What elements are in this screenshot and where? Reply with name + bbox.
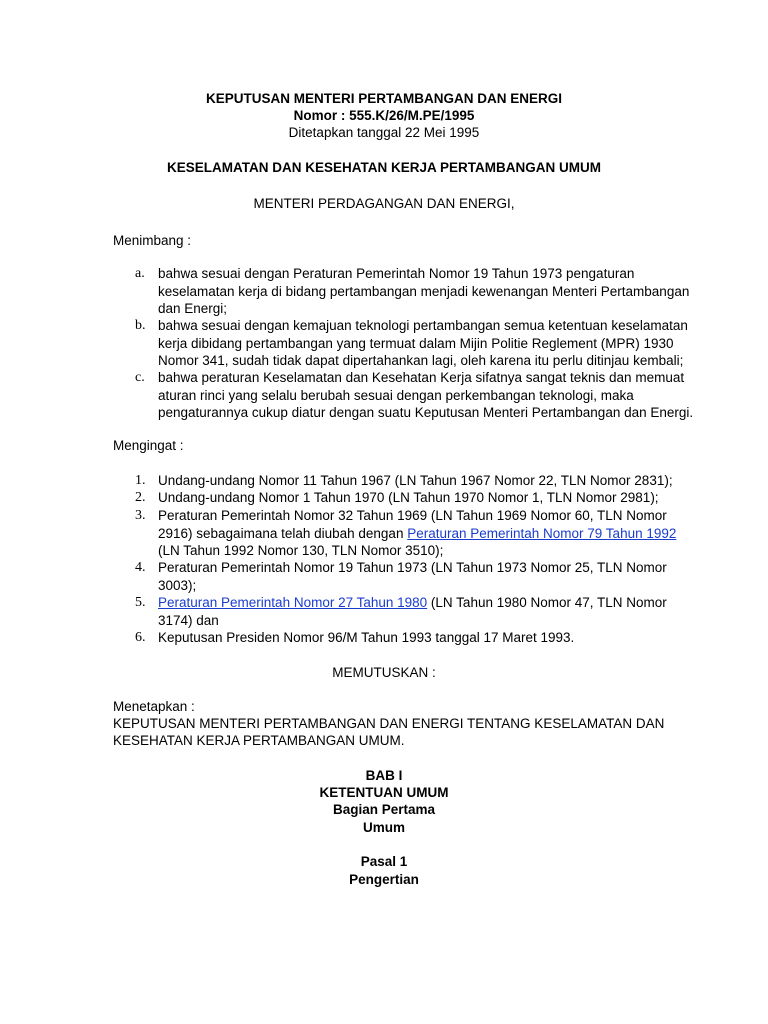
list-marker: 1. [135,473,146,488]
decree-number: Nomor : 555.K/26/M.PE/1995 [293,108,475,123]
item-line: Undang-undang Nomor 1 Tahun 1970 (LN Tahun 1970 Nomor 1, TLN Nomor 2981); [158,490,659,505]
list-marker: 6. [135,630,146,645]
bagian-heading: Bagian Pertama [332,802,436,817]
item-line: 3174) dan [158,612,219,628]
item-line: aturan rinci yang selalu berubah sesuai dengan perkembangan teknologi, maka [158,387,634,403]
item-line: Peraturan Pemerintah Nomor 19 Tahun 1973 (LN Tahun 1973 Nomor 25, TLN Nomor [158,560,667,575]
list-marker: 3. [135,508,146,523]
decree-title: KEPUTUSAN MENTERI PERTAMBANGAN DAN ENERGI [205,91,562,106]
menetapkan-line-1: KEPUTUSAN MENTERI PERTAMBANGAN DAN ENERGI TENTANG KESELAMATAN DAN [113,716,665,731]
item-line: Nomor 341, sudah tidak dapat dipertahankan lagi, oleh karena itu perlu ditinjau kembali; [158,353,684,368]
item-text-fragment: 2916) sebagaimana telah diubah dengan [158,525,408,541]
pp-79-1992-link[interactable]: Peraturan Pemerintah Nomor 79 Tahun 1992 [407,525,677,541]
bab-title: KETENTUAN UMUM [319,785,449,800]
item-line: Undang-undang Nomor 11 Tahun 1967 (LN Tahun 1967 Nomor 22, TLN Nomor 2831); [158,473,673,488]
item-line: (LN Tahun 1992 Nomor 130, TLN Nomor 3510); [158,543,444,558]
menimbang-heading: Menimbang : [113,233,192,248]
item-line: keselamatan kerja di bidang pertambangan menjadi kewenangan Menteri Pertambangan [158,283,690,299]
item-line: bahwa sesuai dengan Peraturan Pemerintah Nomor 19 Tahun 1973 pengaturan [158,266,635,281]
pasal-title: Pengertian [349,872,419,887]
item-text-fragment: (LN Tahun 1980 Nomor 47, TLN Nomor [427,595,667,610]
item-line: bahwa peraturan Keselamatan dan Kesehatan Kerja sifatnya sangat teknis dan memuat [158,370,685,385]
list-marker: a. [135,266,145,281]
menetapkan-line-2: KESEHATAN KERJA PERTAMBANGAN UMUM. [113,733,405,748]
list-marker: b. [135,318,146,333]
bab-heading: BAB I [365,768,403,783]
list-marker: 4. [135,560,146,575]
item-line [158,525,677,543]
menetapkan-heading: Menetapkan : [113,699,195,714]
list-marker: 2. [135,490,146,505]
item-line: dan Energi; [158,301,228,316]
bagian-title: Umum [362,820,405,835]
mengingat-heading: Mengingat : [113,438,184,453]
pp-27-1980-link[interactable]: Peraturan Pemerintah Nomor 27 Tahun 1980 [158,595,428,610]
decree-date: Ditetapkan tanggal 22 Mei 1995 [288,125,480,140]
decree-subject: KESELAMATAN DAN KESEHATAN KERJA PERTAMBANGAN UMUM [167,160,601,175]
item-line: 3003); [158,577,197,593]
pasal-heading: Pasal 1 [360,854,408,869]
item-line: bahwa sesuai dengan kemajuan teknologi pertambangan semua ketentuan keselamatan [158,318,688,333]
item-line: pengaturannya cukup diatur dengan suatu Keputusan Menteri Pertambangan dan Energi. [158,405,694,420]
memutuskan-heading: MEMUTUSKAN : [332,665,436,680]
item-line: Peraturan Pemerintah Nomor 32 Tahun 1969 (LN Tahun 1969 Nomor 60, TLN Nomor [158,508,667,523]
minister-heading: MENTERI PERDAGANGAN DAN ENERGI, [253,196,515,211]
list-marker: 5. [135,595,146,610]
item-line: Keputusan Presiden Nomor 96/M Tahun 1993 tanggal 17 Maret 1993. [158,630,575,645]
item-line: kerja dibidang pertambangan yang termuat dalam Mijin Politie Reglement (MPR) 1930 [158,335,674,351]
list-marker: c. [135,370,145,385]
item-line [158,594,667,612]
